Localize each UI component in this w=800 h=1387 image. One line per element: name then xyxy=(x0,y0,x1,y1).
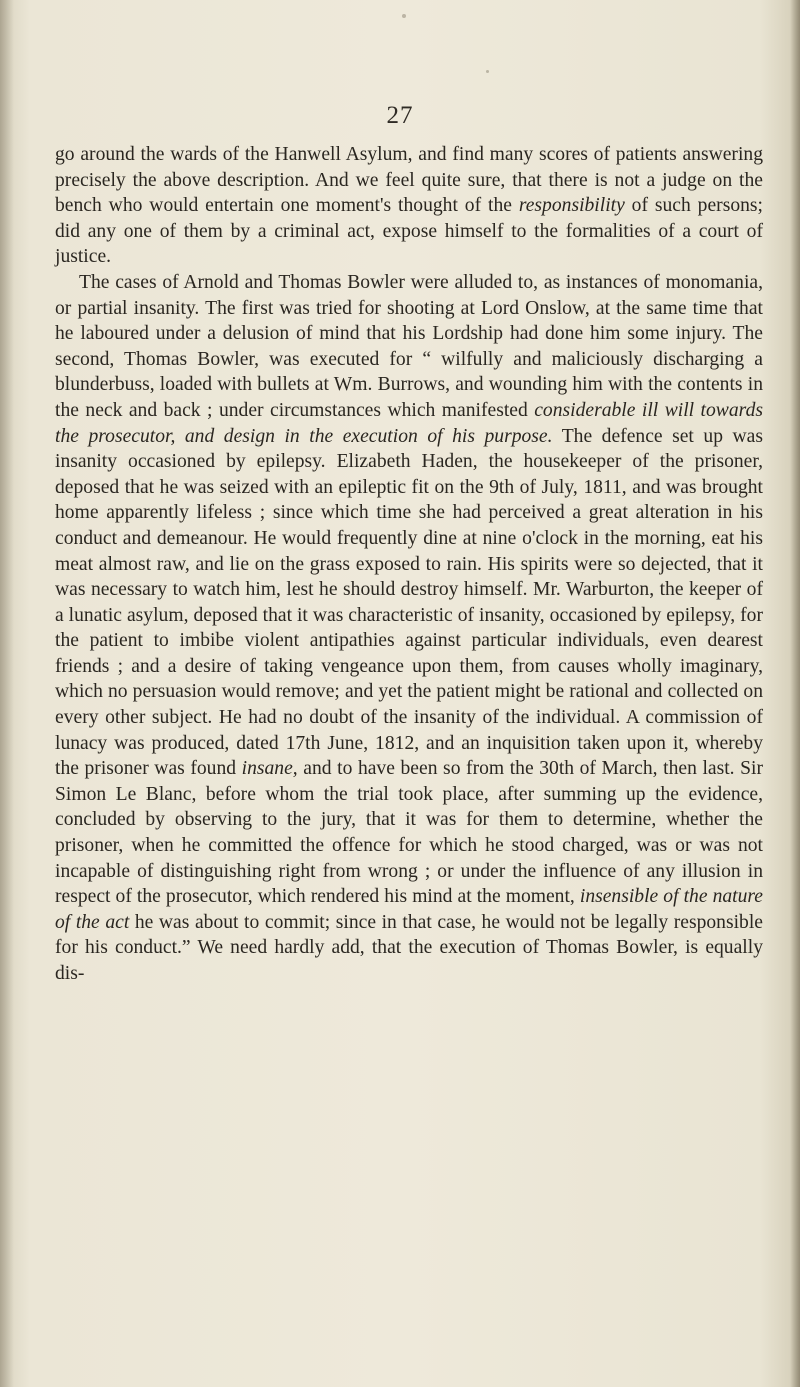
paper-speck xyxy=(486,70,489,73)
text-run: of such persons; did any one of them by a criminal act, expose himself to the formalities of a court of justice. xyxy=(55,195,763,268)
text-run: and to have been so from the 30th of March, then last. Sir Simon Le Blanc, before whom the trial took place, after summing up the evidence, concluded by observing to the jury, that it was for them to determine, whether the prisoner, when he committed the offence for which he stood charged, was or was not incapable of distinguishing right from wrong ; or under the influence of any illusion in respect of the prosecutor, which rendered his mind at the moment, xyxy=(55,758,764,908)
body-text xyxy=(55,142,763,987)
right-edge-shadow xyxy=(790,0,800,1387)
paragraph xyxy=(55,270,763,987)
italic-text-run: responsibility xyxy=(518,195,625,217)
italic-text-run: insane, xyxy=(241,758,298,780)
text-run: The defence set up was insanity occasioned by epilepsy. Elizabeth Haden, the housekeeper of the prisoner, deposed that he was seized with an epileptic fit on the 9th of July, 1811, and was brought home apparently lifeless ; since which time she had perceived a great alteration in his conduct and demeanour. He would frequently dine at nine o'clock in the morning, eat his meat almost raw, and lie on the grass exposed to rain. His spirits were so dejected, that it was necessary to watch him, lest he should destroy himself. Mr. Warburton, the keeper of a lunatic asylum, deposed that it was characteristic of insanity, occasioned by epilepsy, for the patient to imbibe violent antipathies against particular individuals, even dearest friends ; and a desire of taking vengeance upon them, from causes wholly imaginary, which no persuasion would remove; and yet the patient might be rational and collected on every other subject. He had no doubt of the insanity of the individual. A commission of lunacy was produced, dated 17th June, 1812, and an inquisition taken upon it, whereby the prisoner was found xyxy=(55,425,763,780)
text-run: he was about to commit; since in that case, he would not be legally responsible for his conduct.” We need hardly add, that the execution of Thomas Bowler, is equally dis- xyxy=(55,911,763,984)
paper-speck xyxy=(402,14,406,18)
paragraph xyxy=(55,142,763,270)
italic-text-run: considerable ill will towards the prosecutor, and design in the execution of his purpose. xyxy=(55,399,763,447)
italic-text-run: insensible of the nature of the act xyxy=(55,886,764,933)
left-edge-shadow xyxy=(0,0,14,1387)
page-number: 27 xyxy=(386,102,414,129)
text-run: The cases of Arnold and Thomas Bowler were alluded to, as instances of monomania, or partial insanity. The first was tried for shooting at Lord Onslow, at the same time that he laboured under a delusion of mind that his Lordship had done him some injury. The second, Thomas Bowler, was executed for “ wilfully and maliciously discharging a blunderbuss, loaded with bullets at Wm. Burrows, and wounding him with the contents in the neck and back ; under circumstances which manifested xyxy=(55,271,763,421)
text-run: go around the wards of the Hanwell Asylum, and find many scores of patients answering precisely the above description. And we feel quite sure, that there is not a judge on the bench who would entertain one moment's thought of the xyxy=(55,144,763,217)
